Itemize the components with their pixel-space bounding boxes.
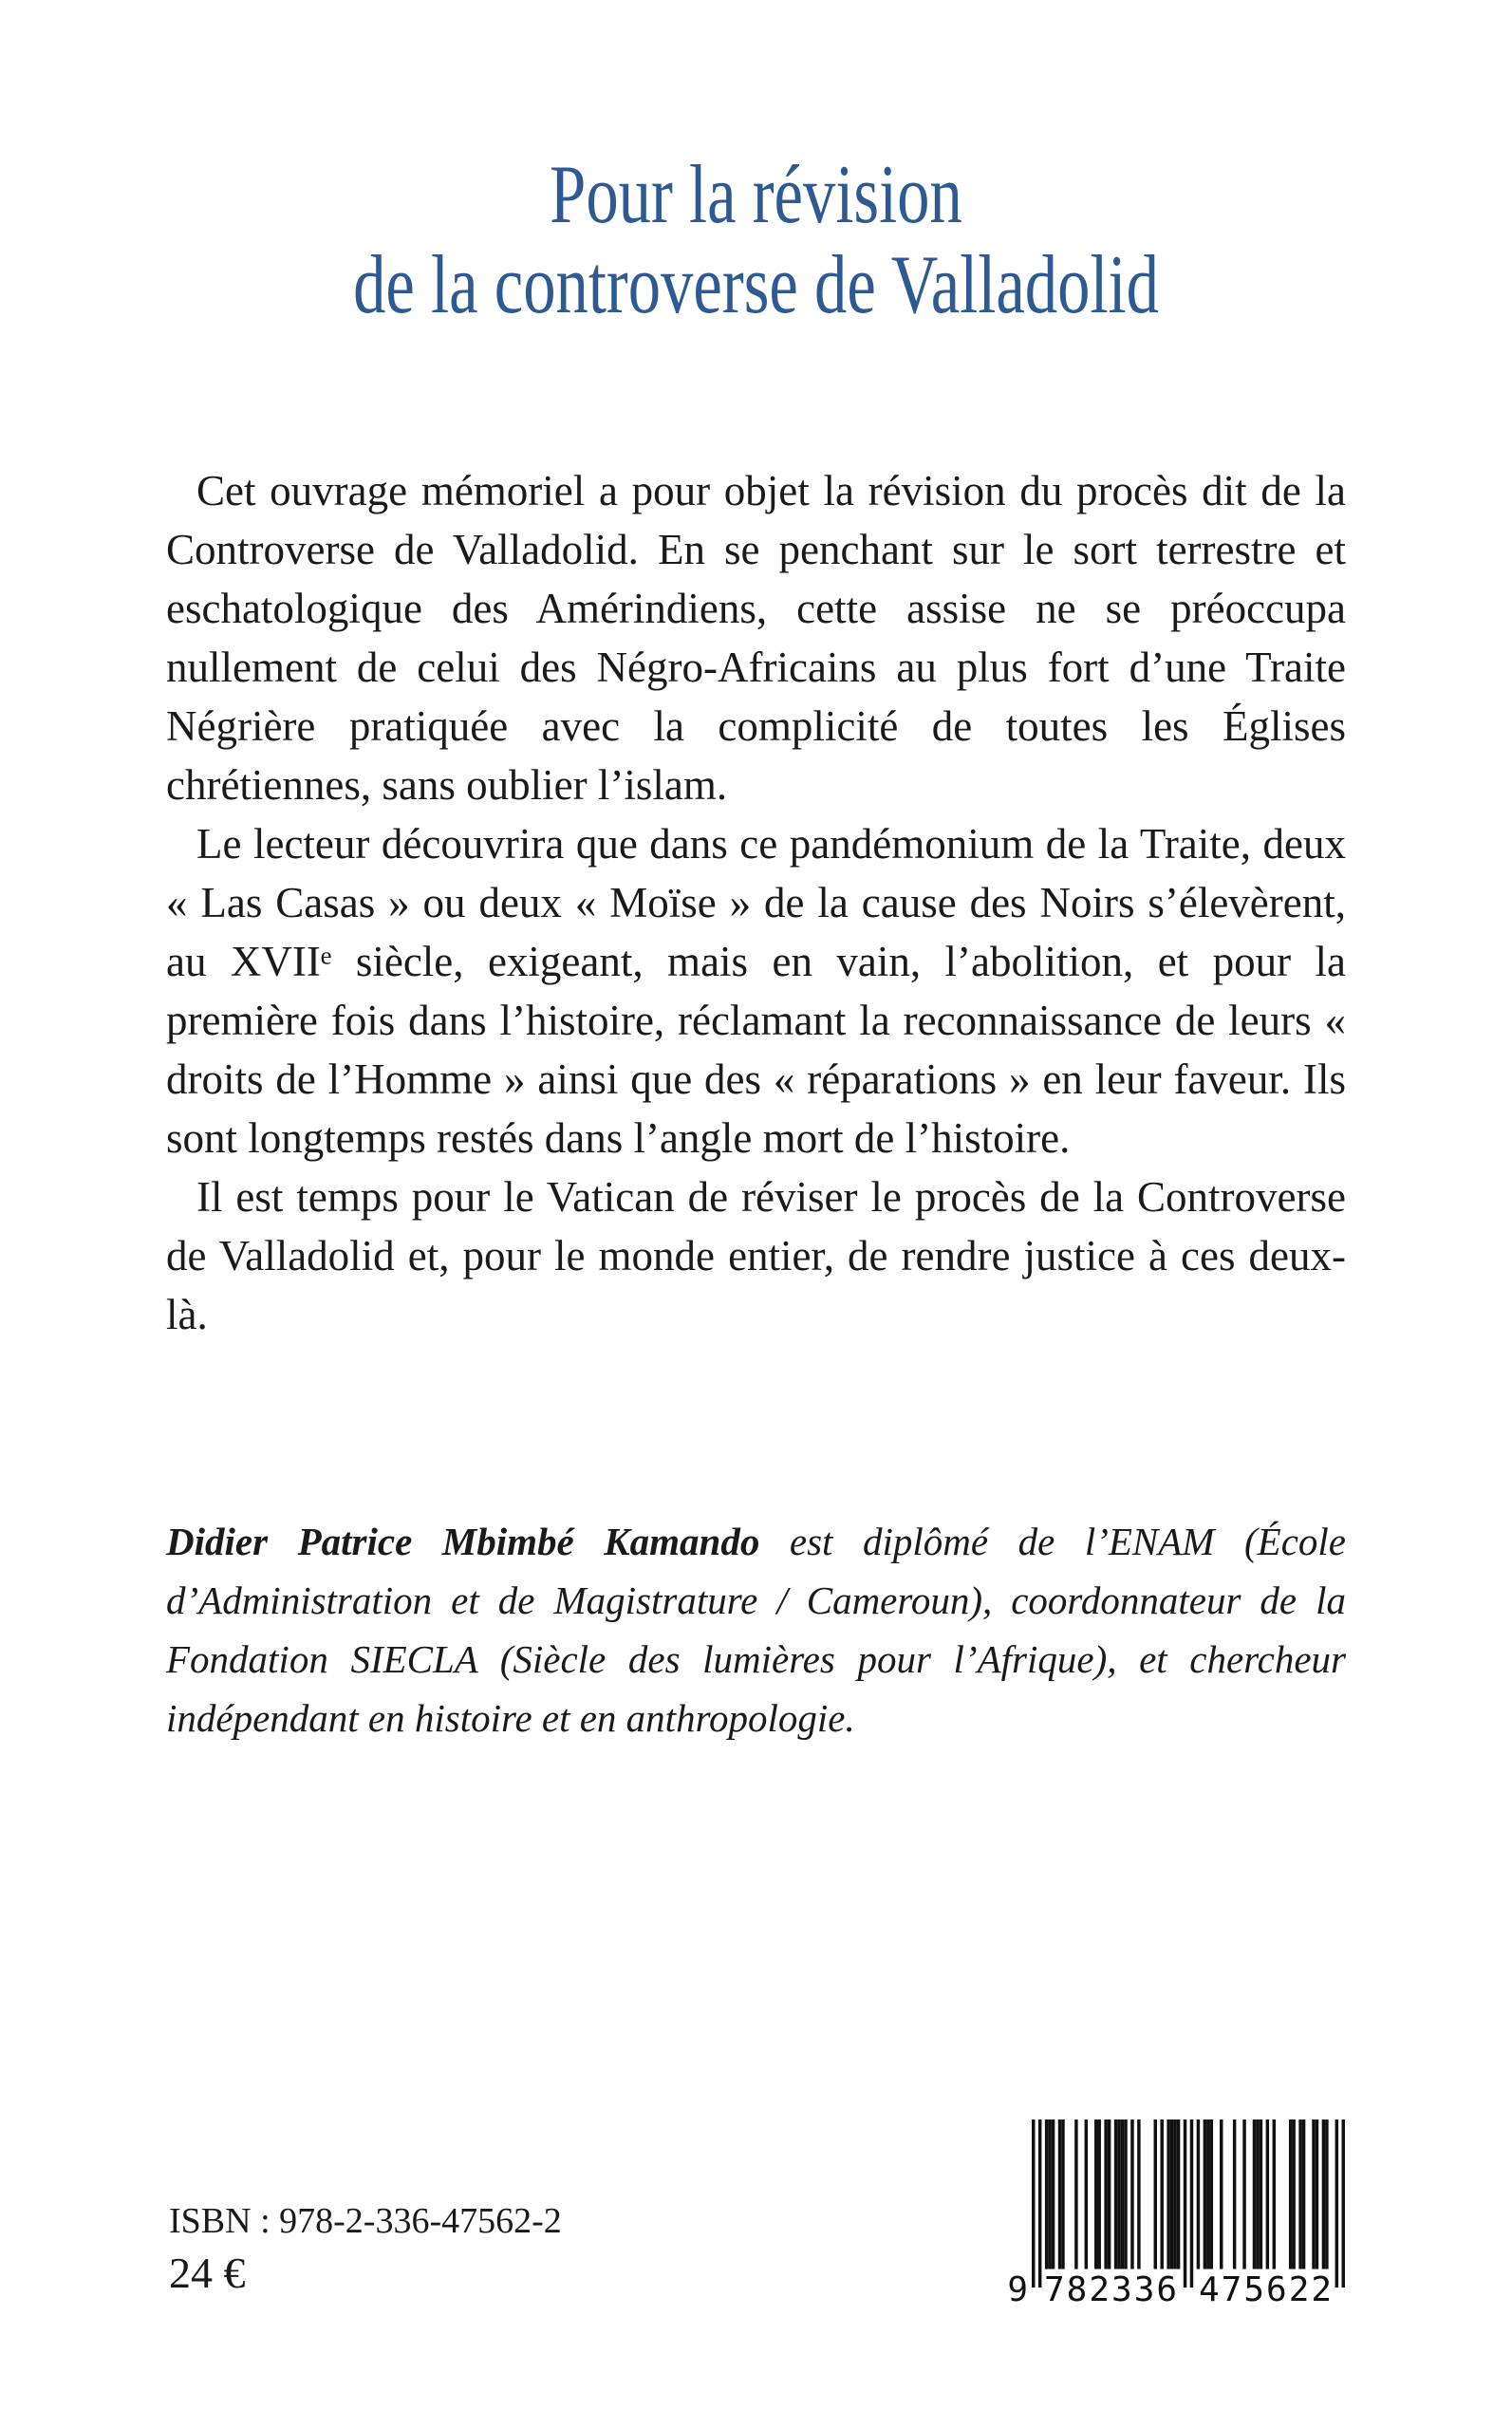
author-name: Didier Patrice Mbimbé Kamando xyxy=(166,1520,760,1563)
barcode xyxy=(1007,2120,1345,2313)
author-bio-text: est diplômé de l’ENAM (École d’Administration et de Magistrature / Cameroun), coordonnateur de la Fondation SIECLA (Siècle des lumières pour l’Afrique), et chercheur indépendant en histoire et en anthropologie. xyxy=(166,1520,1346,1740)
barcode-digits-right: 475622 xyxy=(1199,2270,1335,2309)
synopsis-paragraph-2: Le lecteur découvrira que dans ce pandémonium de la Traite, deux « Las Casas » ou deux « Moïse » de la cause des Noirs s’élevèrent, au XVIIᵉ siècle, exigeant, mais en vain, l’abolition, et pour la première fois dans l’histoire, réclamant la reconnaissance de leurs « droits de l’Homme » ainsi que des « réparations » en leur faveur. Ils sont longtemps restés dans l’angle mort de l’histoire. xyxy=(166,820,1346,1162)
book-title-line-1: Pour la révision xyxy=(550,149,962,241)
barcode-bars xyxy=(1032,2120,1345,2288)
price-label: 24 € xyxy=(169,2249,246,2297)
synopsis-paragraph-1: Cet ouvrage mémoriel a pour objet la révision du procès dit de la Controverse de Valladolid. En se penchant sur le sort terrestre et eschatologique des Amérindiens, cette assise ne se préoccupa nullement de celui des Négro-Africains au plus fort d’une Traite Négrière pratiquée avec la complicité de toutes les Églises chrétiennes, sans oublier l’islam. xyxy=(166,467,1346,809)
isbn-label: ISBN : 978-2-336-47562-2 xyxy=(169,2201,562,2241)
book-title-line-2: de la controverse de Valladolid xyxy=(353,239,1159,331)
author-bio xyxy=(166,1512,1346,1747)
synopsis xyxy=(166,461,1346,1344)
book-title xyxy=(166,150,1346,330)
barcode-digit-first: 9 xyxy=(1007,2270,1028,2309)
barcode-digits-left: 782336 xyxy=(1044,2270,1180,2309)
synopsis-paragraph-3: Il est temps pour le Vatican de réviser le procès de la Controverse de Valladolid et, pour le monde entier, de rendre justice à ces deux-là. xyxy=(166,1173,1346,1338)
